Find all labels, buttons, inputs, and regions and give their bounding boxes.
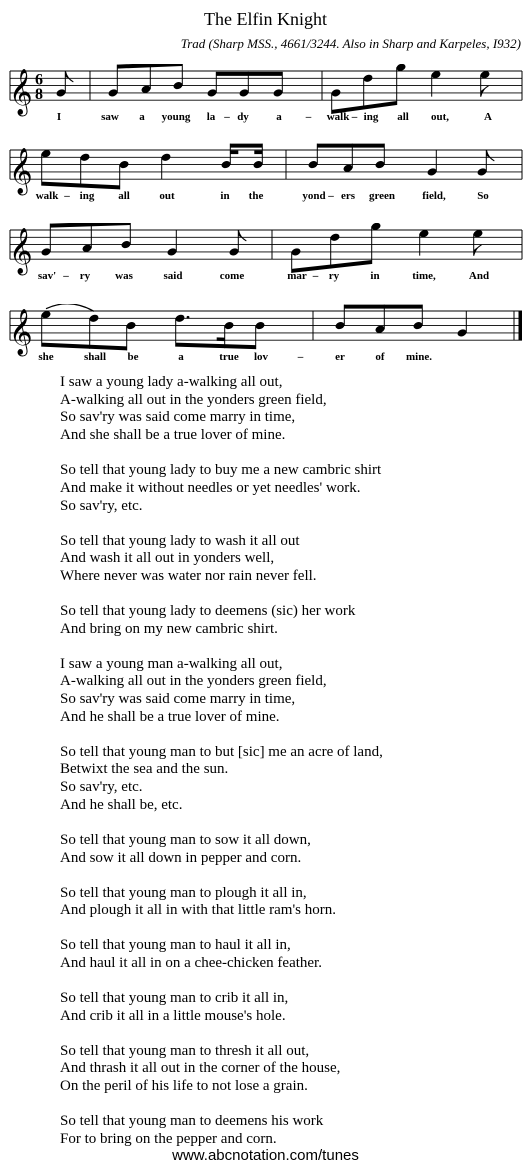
- verse-line: And he shall be, etc.: [60, 796, 183, 813]
- stanza: [60, 885, 383, 920]
- lyrics-verses: [60, 374, 383, 1166]
- treble-clef-icon: 𝄞: [9, 148, 33, 195]
- lyric-syllable: said: [163, 270, 183, 282]
- staff-system: [0, 143, 531, 223]
- lyric-syllable: dy: [237, 111, 249, 123]
- lyric-syllable: mar: [287, 270, 307, 282]
- verse-line: And bring on my new cambric shirt.: [60, 620, 278, 637]
- verse-line: So tell that young man to plough it all in,: [60, 884, 307, 901]
- lyric-syllable: green: [368, 190, 396, 202]
- lyric-syllable: yond: [302, 190, 326, 202]
- dot: [187, 316, 190, 319]
- lyric-syllable: be: [127, 351, 139, 363]
- verse-line: So sav'ry was said come marry in time,: [60, 409, 296, 426]
- lyric-syllable: field,: [422, 190, 446, 202]
- verse-line: So tell that young man to haul it all in,: [60, 937, 291, 954]
- verse-line: And wash it all out in yonders well,: [60, 550, 275, 567]
- note-flag: [481, 86, 489, 97]
- verse-line: So tell that young man to but [sic] me an acre of land,: [60, 743, 383, 760]
- stanza: [60, 1113, 383, 1148]
- treble-clef-icon: 𝄞: [9, 228, 33, 275]
- lyric-syllable: true: [219, 351, 239, 363]
- verse-line: And sow it all down in pepper and corn.: [60, 849, 302, 866]
- lyric-syllable: out: [159, 190, 175, 202]
- note-beam: [317, 144, 384, 148]
- lyric-hyphen: –: [305, 111, 312, 123]
- stanza: [60, 656, 383, 727]
- lyric-syllable: young: [161, 111, 191, 123]
- note-beam-secondary: [254, 151, 262, 155]
- verse-line: Where never was water nor rain never fell.: [60, 567, 317, 584]
- lyric-syllable: come: [219, 270, 245, 282]
- staff-system: [0, 304, 531, 384]
- time-signature-bottom: 8: [35, 86, 43, 104]
- lyric-syllable: So: [477, 190, 489, 202]
- lyric-hyphen: –: [297, 351, 304, 363]
- verse-line: A-walking all out in the yonders green field,: [60, 391, 327, 408]
- note-beam-secondary: [230, 151, 238, 155]
- lyric-syllable: in: [220, 190, 230, 202]
- verse-line: And make it without needles or yet needles' work.: [60, 479, 361, 496]
- lyric-syllable: I: [56, 111, 62, 123]
- verse-line: I saw a young lady a-walking all out,: [60, 374, 283, 390]
- lyric-syllable: was: [115, 270, 133, 282]
- lyric-syllable: in: [370, 270, 380, 282]
- lyric-hyphen: –: [64, 190, 70, 202]
- lyric-syllable: And: [468, 270, 490, 282]
- stanza: [60, 533, 383, 586]
- tune-title: The Elfin Knight: [204, 9, 327, 29]
- verse-line: So sav'ry was said come marry in time,: [60, 691, 296, 708]
- staff-system: [0, 64, 531, 144]
- lyric-syllable: a: [178, 351, 184, 363]
- verse-line: For to bring on the pepper and corn.: [60, 1130, 277, 1147]
- final-barline-thick: [519, 311, 523, 340]
- stanza: [60, 374, 383, 445]
- lyric-syllable: ry: [328, 270, 340, 282]
- tune-source-credit: Trad (Sharp MSS., 4661/3244. Also in Sharp and Karpeles, I932): [180, 36, 521, 51]
- lyric-syllable: sav': [37, 270, 57, 282]
- note-beam: [216, 72, 282, 76]
- lyric-syllable: lov: [253, 351, 269, 363]
- lyric-syllable: out,: [430, 111, 450, 123]
- note-beam-secondary: [217, 337, 225, 341]
- stanza: [60, 744, 383, 815]
- verse-line: And she shall be a true lover of mine.: [60, 427, 286, 444]
- staff: [0, 64, 531, 124]
- lyric-syllable: ry: [79, 270, 91, 282]
- lyric-syllable: shall: [83, 351, 107, 363]
- verse-line: So tell that young man to thresh it all out,: [60, 1042, 310, 1059]
- lyric-hyphen: –: [63, 270, 69, 282]
- note-flag: [238, 230, 246, 241]
- note-flag: [474, 245, 482, 256]
- slur: [46, 304, 94, 311]
- lyric-syllable: a: [139, 111, 145, 123]
- note-beam: [230, 144, 262, 148]
- lyric-syllable: A: [484, 111, 492, 123]
- footer-url[interactable]: www.abcnotation.com/tunes: [172, 1147, 359, 1164]
- note-beam: [50, 223, 130, 228]
- lyric-hyphen: –: [351, 111, 358, 123]
- note-beam: [42, 343, 127, 351]
- stanza: [60, 832, 383, 867]
- lyric-syllable: time,: [412, 270, 436, 282]
- note-flag: [65, 71, 73, 82]
- verse-line: So sav'ry, etc.: [60, 497, 143, 514]
- verse-line: So tell that young lady to deemens (sic) her work: [60, 602, 356, 619]
- lyric-hyphen: –: [312, 270, 319, 282]
- lyric-syllable: er: [335, 351, 345, 363]
- stanza: [60, 603, 383, 638]
- lyric-syllable: saw: [101, 111, 119, 123]
- lyric-syllable: all: [118, 190, 130, 202]
- lyric-syllable: ers: [340, 190, 356, 202]
- lyric-syllable: of: [375, 351, 385, 363]
- lyric-syllable: ing: [363, 111, 379, 123]
- lyric-syllable: she: [38, 351, 54, 363]
- lyric-syllable: the: [248, 190, 264, 202]
- verse-line: And plough it all in with that little ram's horn.: [60, 902, 337, 919]
- lyric-hyphen: –: [224, 111, 230, 123]
- verse-line: And thrash it all out in the corner of the house,: [60, 1060, 341, 1077]
- treble-clef-icon: 𝄞: [9, 309, 33, 356]
- stanza: [60, 462, 383, 515]
- stanza: [60, 990, 383, 1025]
- verse-line: And he shall be a true lover of mine.: [60, 708, 280, 725]
- verse-line: So tell that young man to sow it all down,: [60, 831, 311, 848]
- verse-line: I saw a young man a-walking all out,: [60, 655, 283, 672]
- verse-line: So tell that young man to deemens his work: [60, 1113, 324, 1130]
- verse-line: So tell that young lady to buy me a new cambric shirt: [60, 462, 382, 479]
- lyric-hyphen: –: [328, 190, 334, 202]
- verse-line: And crib it all in a little mouse's hole.: [60, 1007, 286, 1024]
- verse-line: A-walking all out in the yonders green field,: [60, 673, 327, 690]
- lyric-syllable: mine.: [406, 351, 432, 363]
- lyric-syllable: all: [397, 111, 409, 123]
- verse-line: So tell that young man to crib it all in,: [60, 989, 289, 1006]
- verse-line: On the peril of his life to not lose a grain.: [60, 1078, 308, 1095]
- lyric-syllable: a: [276, 111, 282, 123]
- treble-clef-icon: 𝄞: [9, 69, 33, 116]
- lyric-syllable: walk: [35, 190, 59, 202]
- note-flag: [486, 150, 494, 161]
- stanza: [60, 1043, 383, 1096]
- verse-line: And haul it all in on a chee-chicken feather.: [60, 954, 322, 971]
- lyric-syllable: ing: [79, 190, 95, 202]
- note-beam: [176, 343, 256, 350]
- stanza: [60, 937, 383, 972]
- lyric-syllable: walk: [326, 111, 350, 123]
- time-signature-top: 6: [35, 71, 43, 89]
- verse-line: Betwixt the sea and the sun.: [60, 761, 229, 778]
- note-beam: [344, 305, 422, 309]
- staff-system: [0, 223, 531, 303]
- lyric-syllable: la: [206, 111, 216, 123]
- verse-line: So tell that young lady to wash it all out: [60, 532, 300, 549]
- verse-line: So sav'ry, etc.: [60, 779, 143, 796]
